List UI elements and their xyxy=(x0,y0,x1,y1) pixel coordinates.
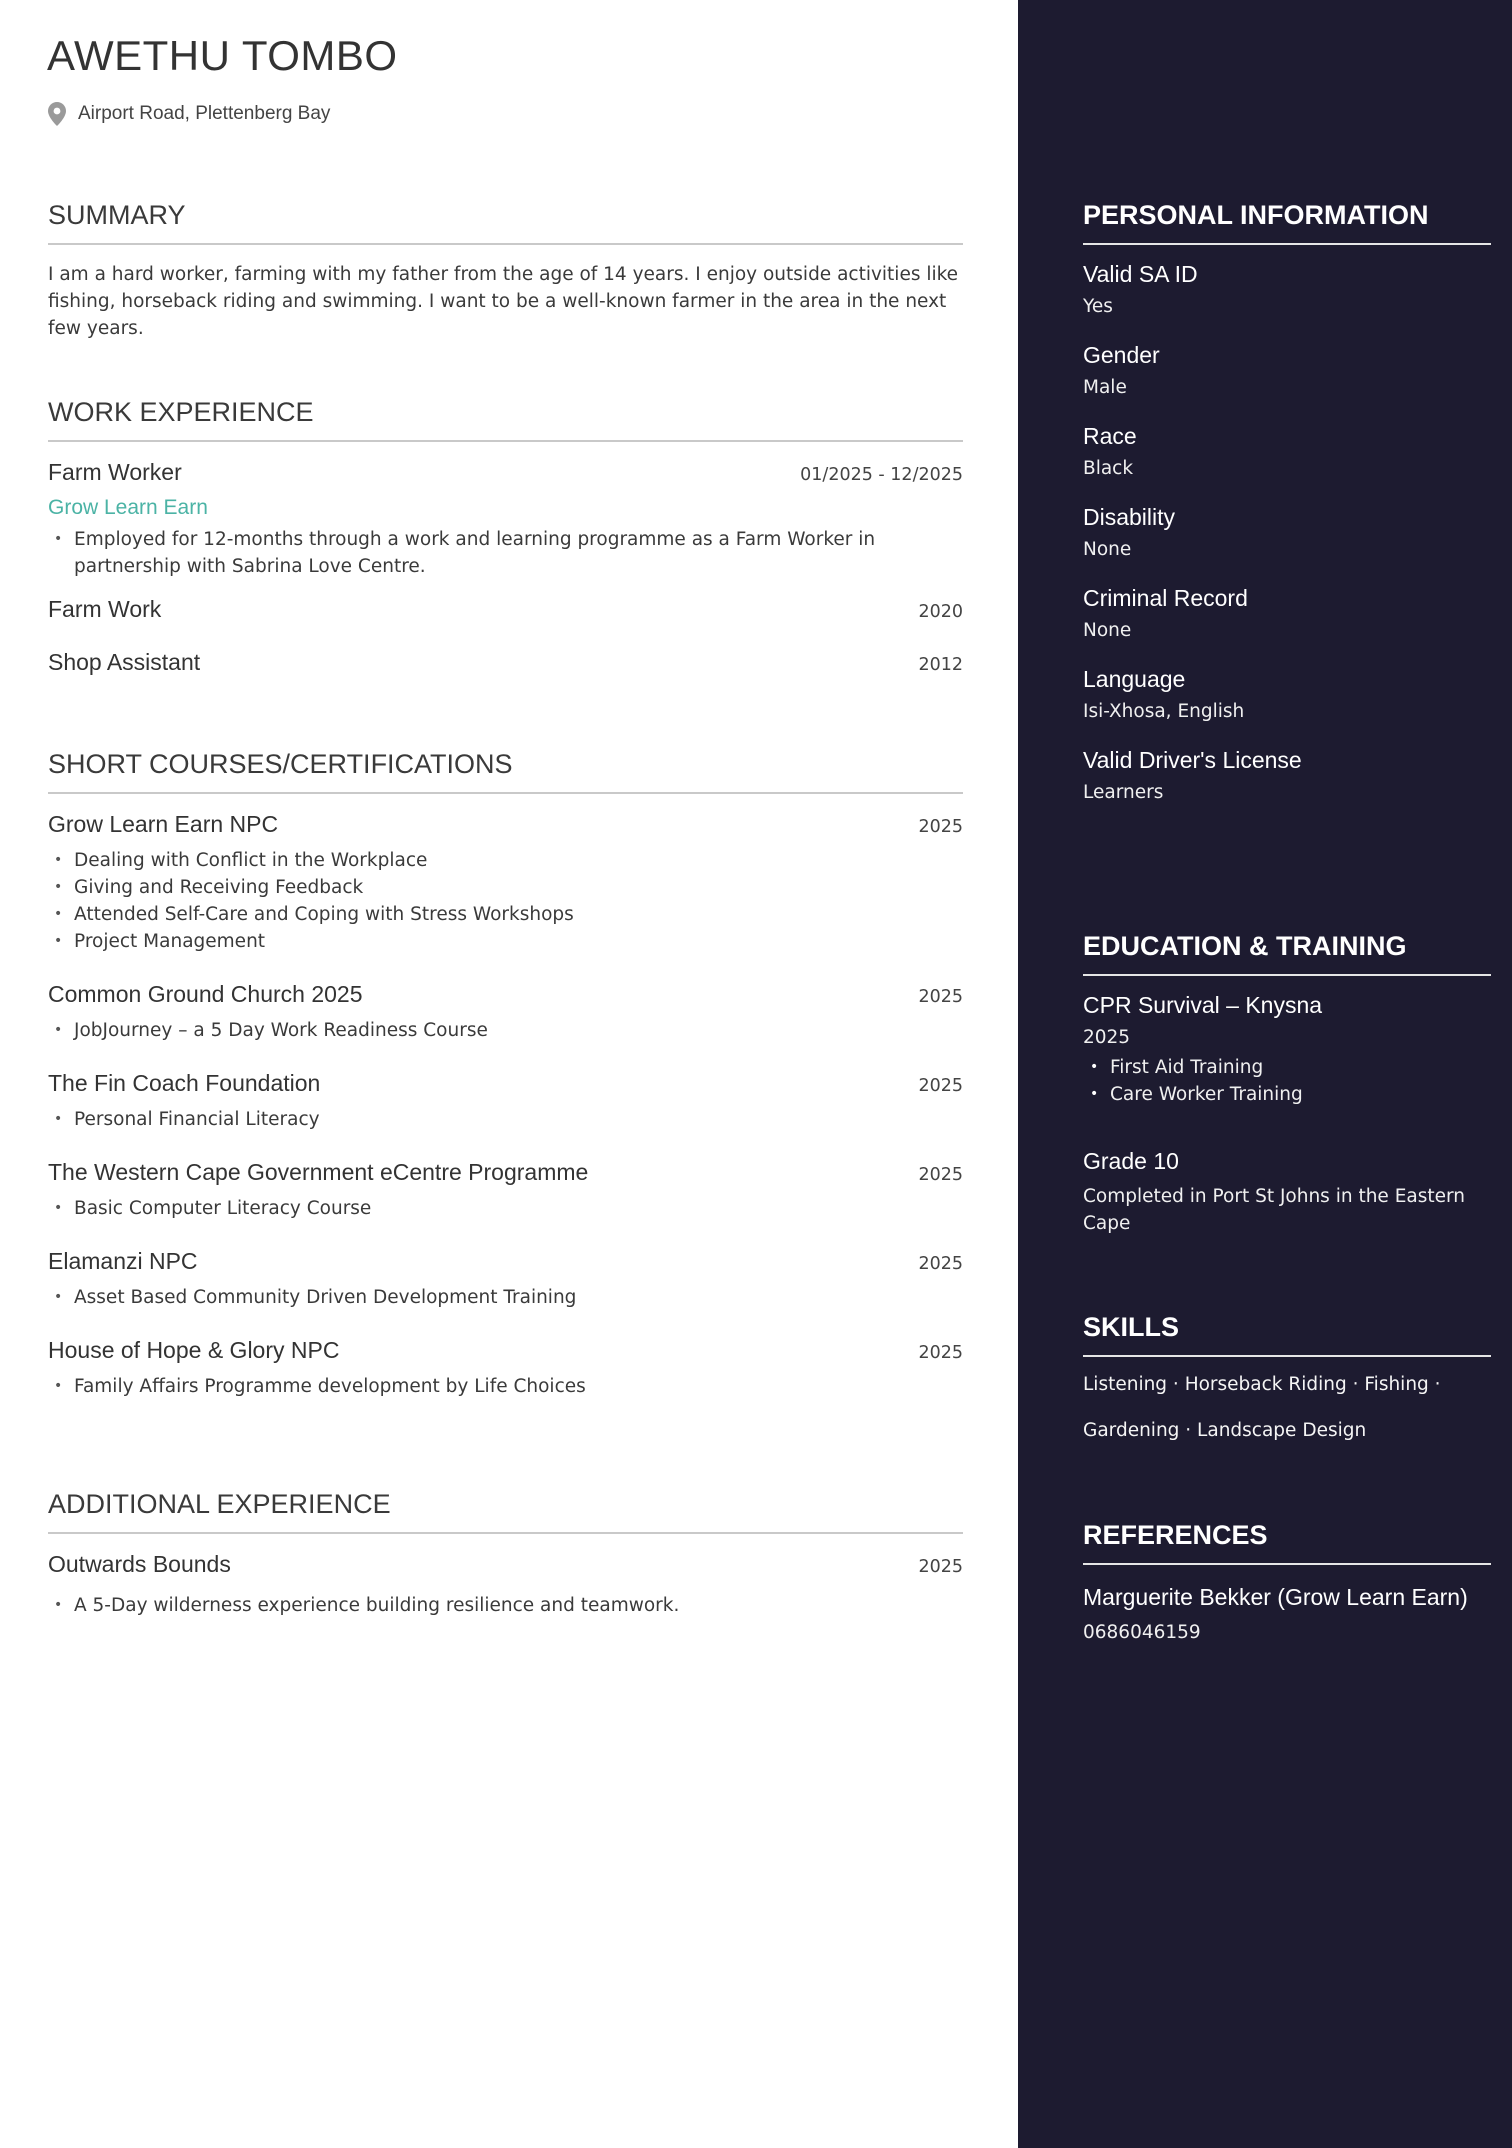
personal-info-item xyxy=(1083,747,1491,803)
summary-text: I am a hard worker, farming with my father from the age of 14 years. I enjoy outside activities like fishing, horseback riding and swimming. I want to be a well-known farmer in the area in the next few years. xyxy=(48,264,959,339)
bullet-item: • Dealing with Conflict in the Workplace xyxy=(48,847,963,874)
personal-info-item xyxy=(1083,504,1491,560)
cert-date: 2025 xyxy=(918,1165,963,1185)
job-date: 2020 xyxy=(918,602,963,622)
info-label: Valid Driver's License xyxy=(1083,747,1302,773)
bullet-item: • Family Affairs Programme development by Life Choices xyxy=(48,1373,963,1400)
additional-entry xyxy=(48,1551,963,1619)
education-description: Completed in Port St Johns in the Eastern Cape xyxy=(1083,1186,1465,1234)
education-title: Grade 10 xyxy=(1083,1148,1179,1174)
education-title: CPR Survival – Knysna xyxy=(1083,992,1323,1018)
activity-date: 2025 xyxy=(918,1557,963,1577)
personal-info-item xyxy=(1083,423,1491,479)
job-date: 2012 xyxy=(918,655,963,675)
bullet-item: • JobJourney – a 5 Day Work Readiness Course xyxy=(48,1017,963,1044)
cert-entry xyxy=(48,1248,963,1311)
sidebar xyxy=(1018,0,1512,2148)
cert-date: 2025 xyxy=(918,1254,963,1274)
info-value: Male xyxy=(1083,377,1127,398)
certifications-heading: SHORT COURSES/CERTIFICATIONS xyxy=(48,749,963,794)
cert-title: Common Ground Church 2025 xyxy=(48,981,363,1007)
references-section xyxy=(1083,1520,1491,1643)
cert-title: Elamanzi NPC xyxy=(48,1248,198,1274)
work-entry xyxy=(48,649,963,676)
cert-bullets xyxy=(48,1373,963,1400)
bullet-item: • Attended Self-Care and Coping with Stress Workshops xyxy=(48,901,963,928)
job-title: Farm Worker xyxy=(48,459,182,485)
education-date: 2025 xyxy=(1083,1027,1131,1048)
bullet-item: • Care Worker Training xyxy=(1083,1081,1491,1108)
bullet-item: • Asset Based Community Driven Development Training xyxy=(48,1284,963,1311)
education-bullets xyxy=(1083,1054,1491,1108)
personal-info-item xyxy=(1083,585,1491,641)
bullet-item: • Basic Computer Literacy Course xyxy=(48,1195,963,1222)
bullet-item: • Project Management xyxy=(48,928,963,955)
summary-heading: SUMMARY xyxy=(48,200,963,245)
work-entry xyxy=(48,459,963,580)
cert-date: 2025 xyxy=(918,1343,963,1363)
job-title: Farm Work xyxy=(48,596,162,622)
additional-experience-section xyxy=(48,1489,963,1619)
skills-section xyxy=(1083,1312,1491,1454)
cert-bullets xyxy=(48,1195,963,1222)
job-date: 01/2025 - 12/2025 xyxy=(800,465,963,485)
education-entry xyxy=(1083,992,1491,1108)
cert-entry xyxy=(48,1159,963,1222)
cert-title: The Fin Coach Foundation xyxy=(48,1070,321,1096)
personal-info-section xyxy=(1083,200,1491,803)
cert-bullets xyxy=(48,1284,963,1311)
cert-bullets xyxy=(48,1017,963,1044)
address-text: Airport Road, Plettenberg Bay xyxy=(78,103,331,124)
bullet-item: • Employed for 12-months through a work and learning programme as a Farm Worker in partnership with Sabrina Love Centre. xyxy=(48,526,963,580)
cert-date: 2025 xyxy=(918,817,963,837)
info-label: Criminal Record xyxy=(1083,585,1248,611)
info-label: Gender xyxy=(1083,342,1160,368)
personal-info-item xyxy=(1083,342,1491,398)
job-bullets xyxy=(48,526,963,580)
education-entry xyxy=(1083,1148,1491,1237)
summary-section xyxy=(48,200,963,342)
cert-date: 2025 xyxy=(918,1076,963,1096)
cert-entry xyxy=(48,811,963,955)
skills-heading: SKILLS xyxy=(1083,1312,1491,1357)
info-label: Language xyxy=(1083,666,1186,692)
skills-list-line: Gardening · Landscape Design xyxy=(1083,1420,1367,1441)
info-value: Yes xyxy=(1083,296,1113,317)
activity-bullets xyxy=(48,1592,963,1619)
address-line xyxy=(48,102,330,126)
info-value: Black xyxy=(1083,458,1134,479)
cert-entry xyxy=(48,1337,963,1400)
job-title: Shop Assistant xyxy=(48,649,201,675)
personal-info-item xyxy=(1083,261,1491,317)
info-value: Isi-Xhosa, English xyxy=(1083,701,1245,722)
references-heading: REFERENCES xyxy=(1083,1520,1491,1565)
cert-title: Grow Learn Earn NPC xyxy=(48,811,279,837)
info-label: Race xyxy=(1083,423,1137,449)
work-experience-section xyxy=(48,397,963,676)
reference-phone: 0686046159 xyxy=(1083,1622,1201,1643)
cert-entry xyxy=(48,981,963,1044)
certifications-section xyxy=(48,749,963,1400)
info-value: None xyxy=(1083,620,1132,641)
additional-experience-heading: ADDITIONAL EXPERIENCE xyxy=(48,1489,963,1534)
info-value: Learners xyxy=(1083,782,1164,803)
personal-info-heading: PERSONAL INFORMATION xyxy=(1083,200,1491,245)
info-value: None xyxy=(1083,539,1132,560)
activity-title: Outwards Bounds xyxy=(48,1551,231,1577)
skills-list-line: Listening · Horseback Riding · Fishing · xyxy=(1083,1374,1441,1395)
location-pin-icon xyxy=(48,102,66,126)
candidate-name: AWETHU TOMBO xyxy=(47,32,398,79)
bullet-item: • A 5-Day wilderness experience building resilience and teamwork. xyxy=(48,1592,963,1619)
cert-entry xyxy=(48,1070,963,1133)
education-heading: EDUCATION & TRAINING xyxy=(1083,931,1491,976)
bullet-item: • First Aid Training xyxy=(1083,1054,1491,1081)
personal-info-item xyxy=(1083,666,1491,722)
cert-title: House of Hope & Glory NPC xyxy=(48,1337,340,1363)
info-label: Disability xyxy=(1083,504,1176,530)
education-section xyxy=(1083,931,1491,1237)
cert-date: 2025 xyxy=(918,987,963,1007)
work-entry xyxy=(48,596,963,623)
info-label: Valid SA ID xyxy=(1083,261,1198,287)
cert-bullets xyxy=(48,847,963,955)
cert-title: The Western Cape Government eCentre Programme xyxy=(48,1159,589,1185)
company-name: Grow Learn Earn xyxy=(48,496,208,519)
work-experience-heading: WORK EXPERIENCE xyxy=(48,397,963,442)
reference-name: Marguerite Bekker (Grow Learn Earn) xyxy=(1083,1584,1468,1610)
bullet-item: • Personal Financial Literacy xyxy=(48,1106,963,1133)
bullet-item: • Giving and Receiving Feedback xyxy=(48,874,963,901)
cert-bullets xyxy=(48,1106,963,1133)
